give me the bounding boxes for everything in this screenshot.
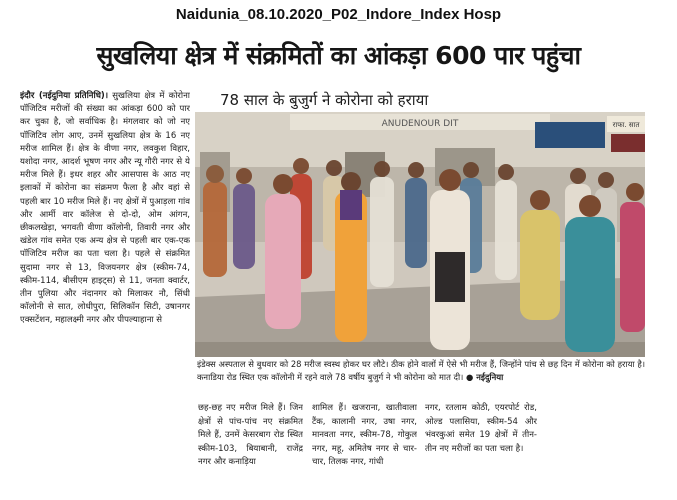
caption-text: इंडेक्स अस्पताल से बुधवार को 28 मरीज स्वस्थ होकर घर लौटे। ठीक होने वालों में ऐसे भी मरीज हैं, जिन्होंने पांच से छह दिन में कोरोना को हराया है। कनाडिया रोड स्थित एक कॉलोनी में रहने वाले 78 वर्षीय बुजुर्ग ने भी कोरोना को मात दी। — [197, 359, 645, 382]
dateline: इंदौर (नईदुनिया प्रतिनिधि)। — [20, 91, 109, 101]
photo-illustration — [195, 112, 645, 357]
banner-text: ANUDENOUR DIT — [381, 119, 459, 129]
news-photo — [195, 112, 645, 357]
article-left-column — [20, 90, 190, 500]
article-column-1: छह-छह नए मरीज मिले हैं। जिन क्षेत्रों से पांच-पांच नए संक्रमित मिले हैं, उनमें केसरबाग रोड स्थित स्कीम-103, बियाबानी, राजेंद्र नगर और कनाड़िया — [198, 403, 303, 467]
photo-caption — [197, 358, 645, 384]
subheadline: 78 साल के बुजुर्ग ने कोरोना को हराया — [220, 91, 429, 109]
headline: सुखलिया क्षेत्र में संक्रमितों का आंकड़ा 600 पार पहुंचा — [96, 41, 581, 70]
source-label: Naidunia_08.10.2020_P02_Indore_Index Hosp — [175, 6, 502, 23]
left-column-text: सुखलिया क्षेत्र में कोरोना पॉजिटिव मरीजों की संख्या का आंकड़ा 600 को पार कर चुका है, जो सर्वाधिक है। मंगलवार को जो नए पॉजिटिव लोग आए, उनमें सुखलिया क्षेत्र के 16 नए मरीज शामिल हैं। क्षेत्र के वीणा नगर, लवकुश विहार, यशोदा नगर, आदर्श भूषण नगर और न्यू गौरी नगर से ये मरीज मिले हैं। इधर शहर और आसपास के आठ नए इलाकों में कोरोना का संक्रमण फैला है और वहां से पहली बार 10 मरीज मिले हैं। नए क्षेत्रों में पुआड़ला गांव और आर्मी वार कॉलेज से दो-दो, ओम आंगन, छीकलखेड़ा, भगवती वीणा कॉलोनी, तिवारी नगर और खंडेल गांव समेत एक अन्य क्षेत्र से पहली बार एक-एक पॉजिटिव मरीज का पता चला है। पहले से संक्रमित सुदामा नगर से 13, विजयनगर क्षेत्र (स्कीम-74, स्कीम-114, बीसीएम हाइट्स) से 11, जनता क्वार्टर, तीन पुलिया और नंदानगर को मिलाकर नौ, सिंधी कॉलोनी से सात, लोधीपुरा, सिलिकॉन सिटी, उषानगर एक्सटेंशन, महालक्ष्मी नगर और पीपल्याहाना से — [20, 91, 190, 326]
caption-credit: ● नईदुनिया — [465, 372, 504, 382]
article-column-3: नगर, रतलाम कोठी, एयरपोर्ट रोड, ओल्ड पलासिया, स्कीम-54 और भंवरकुआं समेत 19 क्षेत्रों में तीन-तीन नए मरीजों का पता चला है। — [425, 403, 537, 454]
sign-right-text: राफा. सात — [612, 121, 640, 129]
article-column-2: शामिल हैं। खजराना, खातीवाला टैंक, कालानी नगर, उषा नगर, मानवता नगर, स्कीम-78, गोकुल नगर, महू, अमितेष नगर से चार-चार, तिलक नगर, गांधी — [312, 403, 417, 467]
